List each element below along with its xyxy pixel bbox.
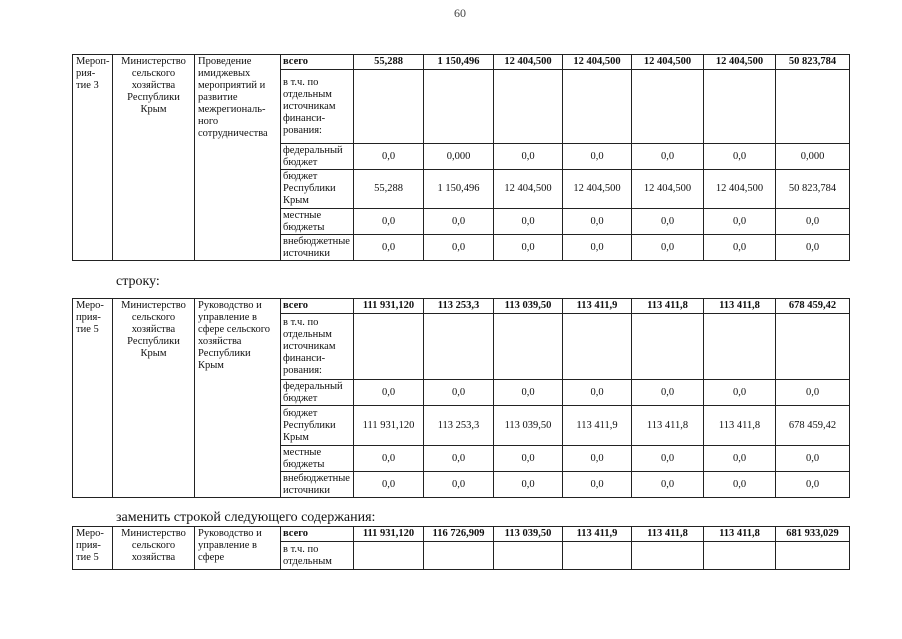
value-cell: 0,0 xyxy=(632,209,704,235)
value-cell: 111 931,120 xyxy=(354,406,424,446)
table-row-total xyxy=(73,527,850,542)
event-cell: Меро-прия-тие 5 xyxy=(73,527,113,570)
event-cell: Меро-прия-тие 5 xyxy=(73,299,113,498)
budget-table-event-5-new xyxy=(72,526,850,570)
value-cell: 0,0 xyxy=(632,446,704,472)
executor-cell: Министерство сельского хозяйства xyxy=(113,527,195,570)
value-cell: 0,0 xyxy=(776,446,850,472)
source-label: в т.ч. по отдельным источникам финанси-рования: xyxy=(281,314,354,380)
value-cell: 113 039,50 xyxy=(494,299,563,314)
value-cell: 0,0 xyxy=(494,380,563,406)
budget-table-event-5 xyxy=(72,298,850,498)
source-label: в т.ч. по отдельным xyxy=(281,542,354,570)
value-cell: 113 411,8 xyxy=(632,406,704,446)
value-cell xyxy=(632,314,704,380)
value-cell xyxy=(354,314,424,380)
value-cell: 0,0 xyxy=(354,380,424,406)
source-label: местные бюджеты xyxy=(281,209,354,235)
source-label: бюджет Республики Крым xyxy=(281,406,354,446)
value-cell: 50 823,784 xyxy=(776,170,850,209)
value-cell: 0,0 xyxy=(704,235,776,261)
value-cell: 111 931,120 xyxy=(354,299,424,314)
value-cell: 0,0 xyxy=(424,209,494,235)
value-cell: 0,0 xyxy=(354,209,424,235)
value-cell xyxy=(354,70,424,144)
source-label: всего xyxy=(281,527,354,542)
value-cell: 0,0 xyxy=(776,235,850,261)
value-cell: 113 411,8 xyxy=(704,527,776,542)
value-cell: 0,0 xyxy=(776,472,850,498)
table-body xyxy=(73,527,850,570)
table-body xyxy=(73,55,850,261)
value-cell xyxy=(563,70,632,144)
source-label: всего xyxy=(281,299,354,314)
value-cell: 0,0 xyxy=(704,209,776,235)
value-cell xyxy=(563,542,632,570)
value-cell: 116 726,909 xyxy=(424,527,494,542)
value-cell xyxy=(776,542,850,570)
value-cell: 0,0 xyxy=(776,380,850,406)
value-cell: 113 253,3 xyxy=(424,406,494,446)
value-cell xyxy=(704,70,776,144)
value-cell xyxy=(494,542,563,570)
value-cell: 0,0 xyxy=(704,380,776,406)
value-cell xyxy=(704,542,776,570)
value-cell: 0,000 xyxy=(776,144,850,170)
event-name-cell: Руководство и управление в сфере сельского хозяйства Республики Крым xyxy=(195,299,281,498)
page-number: 60 xyxy=(454,6,466,20)
value-cell xyxy=(632,70,704,144)
value-cell: 113 411,9 xyxy=(563,406,632,446)
event-name-cell: Проведение имиджевых мероприятий и развитие межрегиональ-ного сотрудничества xyxy=(195,55,281,261)
value-cell: 0,0 xyxy=(494,472,563,498)
value-cell: 0,0 xyxy=(704,472,776,498)
table-row-total xyxy=(73,55,850,70)
value-cell: 12 404,500 xyxy=(632,170,704,209)
value-cell xyxy=(776,70,850,144)
value-cell xyxy=(776,314,850,380)
value-cell: 1 150,496 xyxy=(424,170,494,209)
value-cell: 12 404,500 xyxy=(563,170,632,209)
value-cell: 0,0 xyxy=(632,380,704,406)
value-cell: 0,0 xyxy=(354,235,424,261)
value-cell xyxy=(563,314,632,380)
table-body xyxy=(73,299,850,498)
source-label: внебюджетные источники xyxy=(281,235,354,261)
value-cell: 0,0 xyxy=(704,144,776,170)
source-label: бюджет Республики Крым xyxy=(281,170,354,209)
value-cell xyxy=(354,542,424,570)
event-cell: Мероп-рия-тие 3 xyxy=(73,55,113,261)
value-cell: 0,0 xyxy=(563,472,632,498)
source-label: федеральный бюджет xyxy=(281,144,354,170)
source-label: местные бюджеты xyxy=(281,446,354,472)
value-cell: 0,0 xyxy=(354,144,424,170)
source-label: федеральный бюджет xyxy=(281,380,354,406)
value-cell: 12 404,500 xyxy=(494,170,563,209)
value-cell: 113 411,8 xyxy=(704,299,776,314)
value-cell: 0,0 xyxy=(632,144,704,170)
value-cell: 0,0 xyxy=(424,235,494,261)
value-cell: 0,000 xyxy=(424,144,494,170)
value-cell: 12 404,500 xyxy=(704,55,776,70)
value-cell: 0,0 xyxy=(704,446,776,472)
value-cell: 12 404,500 xyxy=(563,55,632,70)
value-cell: 0,0 xyxy=(494,235,563,261)
value-cell: 113 039,50 xyxy=(494,527,563,542)
value-cell: 678 459,42 xyxy=(776,406,850,446)
value-cell: 0,0 xyxy=(563,209,632,235)
value-cell: 0,0 xyxy=(424,380,494,406)
value-cell: 1 150,496 xyxy=(424,55,494,70)
executor-cell: Министерство сельского хозяйства Республики Крым xyxy=(113,299,195,498)
value-cell xyxy=(704,314,776,380)
value-cell: 0,0 xyxy=(494,144,563,170)
caption-row: строку: xyxy=(116,274,160,289)
value-cell: 0,0 xyxy=(632,235,704,261)
value-cell: 678 459,42 xyxy=(776,299,850,314)
value-cell: 0,0 xyxy=(494,446,563,472)
value-cell: 113 253,3 xyxy=(424,299,494,314)
value-cell xyxy=(494,314,563,380)
source-label: всего xyxy=(281,55,354,70)
value-cell: 0,0 xyxy=(494,209,563,235)
value-cell: 111 931,120 xyxy=(354,527,424,542)
value-cell xyxy=(424,70,494,144)
value-cell: 0,0 xyxy=(632,472,704,498)
value-cell: 12 404,500 xyxy=(632,55,704,70)
value-cell xyxy=(494,70,563,144)
source-label: внебюджетные источники xyxy=(281,472,354,498)
value-cell: 0,0 xyxy=(563,144,632,170)
value-cell: 12 404,500 xyxy=(704,170,776,209)
value-cell: 0,0 xyxy=(354,446,424,472)
value-cell xyxy=(424,542,494,570)
executor-cell: Министерство сельского хозяйства Республики Крым xyxy=(113,55,195,261)
value-cell: 113 411,9 xyxy=(563,299,632,314)
value-cell: 0,0 xyxy=(776,209,850,235)
value-cell: 113 411,8 xyxy=(632,527,704,542)
value-cell: 0,0 xyxy=(424,446,494,472)
value-cell: 113 039,50 xyxy=(494,406,563,446)
value-cell: 113 411,9 xyxy=(563,527,632,542)
budget-table-event-3 xyxy=(72,54,850,261)
caption-replace: заменить строкой следующего содержания: xyxy=(116,510,376,525)
value-cell xyxy=(632,542,704,570)
table-row-total xyxy=(73,299,850,314)
value-cell: 0,0 xyxy=(563,446,632,472)
value-cell xyxy=(424,314,494,380)
event-name-cell: Руководство и управление в сфере xyxy=(195,527,281,570)
value-cell: 681 933,029 xyxy=(776,527,850,542)
value-cell: 0,0 xyxy=(563,235,632,261)
value-cell: 0,0 xyxy=(563,380,632,406)
value-cell: 113 411,8 xyxy=(632,299,704,314)
value-cell: 0,0 xyxy=(354,472,424,498)
value-cell: 55,288 xyxy=(354,170,424,209)
value-cell: 55,288 xyxy=(354,55,424,70)
source-label: в т.ч. по отдельным источникам финанси-рования: xyxy=(281,70,354,144)
value-cell: 12 404,500 xyxy=(494,55,563,70)
value-cell: 113 411,8 xyxy=(704,406,776,446)
value-cell: 0,0 xyxy=(424,472,494,498)
value-cell: 50 823,784 xyxy=(776,55,850,70)
